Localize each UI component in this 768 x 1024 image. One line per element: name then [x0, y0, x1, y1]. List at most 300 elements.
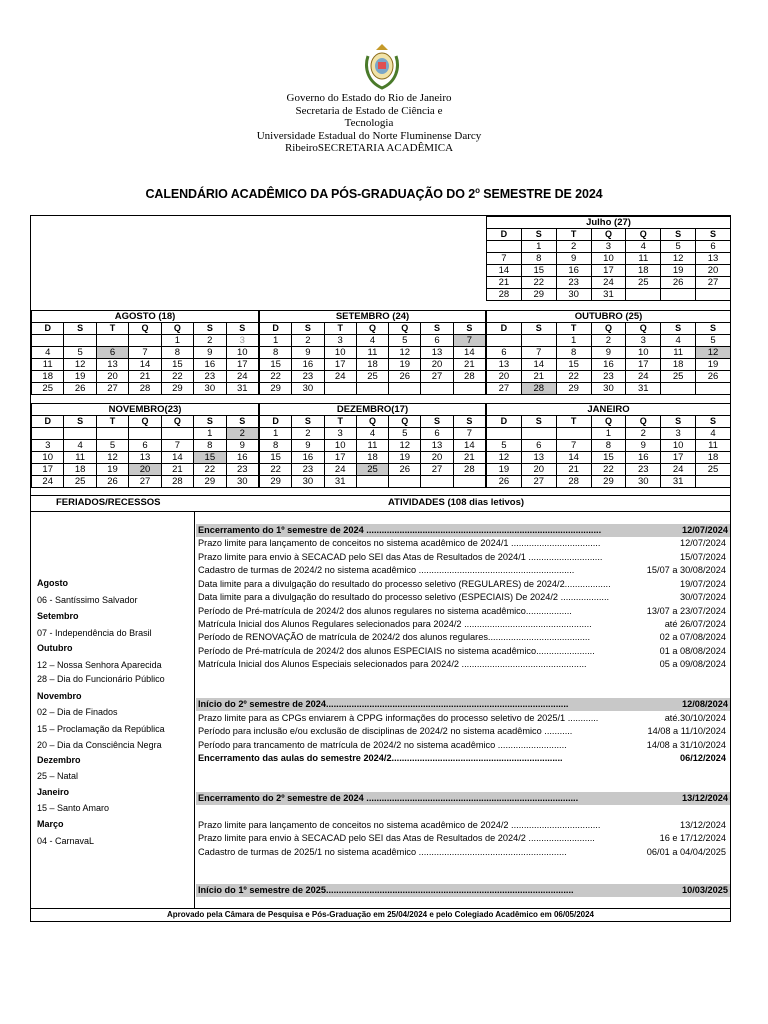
- day-cell: [421, 383, 453, 395]
- weekday-header: S: [194, 416, 226, 428]
- day-cell: 11: [356, 347, 388, 359]
- day-cell: 10: [226, 347, 258, 359]
- day-cell: 5: [96, 440, 128, 452]
- day-cell: 30: [292, 383, 324, 395]
- day-cell: 21: [161, 464, 193, 476]
- activity-text: Encerramento do 1º semestre de 2024 ............................................................................................: [198, 525, 602, 535]
- day-cell: 21: [521, 371, 556, 383]
- day-cell: 24: [324, 371, 356, 383]
- day-cell: 23: [194, 371, 226, 383]
- activity-date: 12/07/2024: [680, 538, 726, 548]
- weekday-header: T: [96, 323, 128, 335]
- day-cell: 21: [129, 371, 161, 383]
- day-cell: 4: [696, 428, 731, 440]
- weekday-header: Q: [591, 323, 626, 335]
- month-title: JANEIRO: [487, 404, 731, 416]
- activity-row: [198, 846, 728, 859]
- day-cell: 8: [260, 440, 292, 452]
- day-cell: 19: [661, 265, 696, 277]
- day-cell: 9: [591, 347, 626, 359]
- weekday-header: T: [96, 416, 128, 428]
- day-cell: 28: [129, 383, 161, 395]
- weekday-header: S: [521, 229, 556, 241]
- day-cell: 26: [389, 371, 421, 383]
- day-cell: 9: [226, 440, 258, 452]
- header-line: Universidade Estadual do Norte Fluminense Darcy: [256, 129, 482, 142]
- day-cell: 12: [389, 347, 421, 359]
- weekday-header: S: [696, 229, 731, 241]
- activity-date: 30/07/2024: [680, 592, 726, 602]
- day-cell: 15: [521, 265, 556, 277]
- month-agosto: [31, 310, 259, 395]
- day-cell: 12: [389, 440, 421, 452]
- day-cell: [64, 428, 96, 440]
- day-cell: 20: [696, 265, 731, 277]
- day-cell: 27: [129, 476, 161, 488]
- day-cell: 23: [292, 371, 324, 383]
- day-cell: 6: [421, 428, 453, 440]
- feriado-item: 15 – Proclamação da República: [37, 724, 165, 734]
- activity-row: [198, 819, 728, 832]
- day-cell: 1: [591, 428, 626, 440]
- day-cell: 29: [194, 476, 226, 488]
- day-cell: 25: [696, 464, 731, 476]
- day-cell: 21: [453, 359, 485, 371]
- day-cell: 26: [487, 476, 522, 488]
- day-cell: 6: [521, 440, 556, 452]
- day-cell: 10: [661, 440, 696, 452]
- activity-row: [198, 712, 728, 725]
- activity-text: Período de RENOVAÇÃO de matrícula de 2024/2 dos alunos regulares........................................: [198, 632, 591, 642]
- day-cell: 3: [661, 428, 696, 440]
- activity-text: Prazo limite para envio à SECACAD pelo SEI das Atas de Resultados de 2024/1 .............................: [198, 552, 603, 562]
- day-cell: 4: [32, 347, 64, 359]
- day-cell: 14: [129, 359, 161, 371]
- day-cell: 16: [591, 359, 626, 371]
- day-cell: 16: [226, 452, 258, 464]
- day-cell: 14: [453, 347, 485, 359]
- activity-date: até.30/10/2024: [664, 713, 726, 723]
- feriado-item: 15 – Santo Amaro: [37, 803, 110, 813]
- activity-row: [198, 591, 728, 604]
- milestone-row: [196, 884, 730, 897]
- day-cell: 16: [626, 452, 661, 464]
- weekday-header: S: [421, 416, 453, 428]
- activity-date: 12/08/2024: [682, 699, 728, 709]
- day-cell: 5: [696, 335, 731, 347]
- feriado-month: Setembro: [37, 611, 79, 621]
- day-cell: 1: [260, 428, 292, 440]
- day-cell: [129, 428, 161, 440]
- activity-date: 14/08 a 11/10/2024: [647, 726, 726, 736]
- day-cell: 30: [626, 476, 661, 488]
- day-cell: [356, 476, 388, 488]
- day-cell: 7: [453, 335, 485, 347]
- feriado-item: 25 – Natal: [37, 771, 79, 781]
- month-setembro: [259, 310, 486, 395]
- day-cell: 4: [661, 335, 696, 347]
- activity-row: [198, 551, 728, 564]
- weekday-header: S: [696, 323, 731, 335]
- day-cell: 12: [487, 452, 522, 464]
- day-cell: [453, 383, 485, 395]
- month-janeiro: [486, 403, 731, 488]
- activity-text: Prazo limite para lançamento de conceitos no sistema acadêmico de 2024/2 ...................................: [198, 820, 601, 830]
- day-cell: 29: [521, 289, 556, 301]
- day-cell: 8: [161, 347, 193, 359]
- day-cell: 27: [521, 476, 556, 488]
- day-cell: 4: [64, 440, 96, 452]
- day-cell: 16: [292, 359, 324, 371]
- weekday-header: Q: [356, 323, 388, 335]
- day-cell: 26: [661, 277, 696, 289]
- day-cell: 27: [487, 383, 522, 395]
- day-cell: 4: [356, 428, 388, 440]
- weekday-header: S: [453, 323, 485, 335]
- day-cell: 16: [556, 265, 591, 277]
- day-cell: 19: [487, 464, 522, 476]
- activity-row: [198, 618, 728, 631]
- header-line: Tecnologia: [344, 117, 394, 130]
- activity-row: [198, 658, 728, 671]
- day-cell: 12: [96, 452, 128, 464]
- day-cell: 18: [64, 464, 96, 476]
- day-cell: 3: [32, 440, 64, 452]
- day-cell: [521, 335, 556, 347]
- day-cell: 30: [226, 476, 258, 488]
- weekday-header: S: [661, 229, 696, 241]
- day-cell: 17: [661, 452, 696, 464]
- day-cell: [96, 335, 128, 347]
- weekday-header: D: [32, 323, 64, 335]
- day-cell: 20: [421, 452, 453, 464]
- weekday-header: Q: [161, 323, 193, 335]
- activity-row: [198, 645, 728, 658]
- activity-text: Período para inclusão e/ou exclusão de disciplinas de 2024/2 no sistema acadêmico ...........: [198, 726, 573, 736]
- activity-text: Data limite para a divulgação do resultado do processo seletivo (REGULARES) de 2024/2..................: [198, 579, 611, 589]
- activity-date: 13/07 a 23/07/2024: [646, 606, 726, 616]
- day-cell: [356, 383, 388, 395]
- day-cell: 11: [32, 359, 64, 371]
- weekday-header: Q: [389, 323, 421, 335]
- weekday-header: Q: [161, 416, 193, 428]
- day-cell: 6: [96, 347, 128, 359]
- activity-row: [198, 832, 728, 845]
- activity-text: Data limite para a divulgação do resultado do processo seletivo (ESPECIAIS) De 2024/2 ...................: [198, 592, 610, 602]
- weekday-header: S: [226, 323, 258, 335]
- activity-date: 12/07/2024: [682, 525, 728, 535]
- day-cell: 28: [453, 371, 485, 383]
- feriado-month: Dezembro: [37, 755, 81, 765]
- weekday-header: D: [487, 416, 522, 428]
- day-cell: 5: [389, 335, 421, 347]
- day-cell: 2: [591, 335, 626, 347]
- day-cell: 20: [521, 464, 556, 476]
- day-cell: 26: [696, 371, 731, 383]
- weekday-header: Q: [129, 323, 161, 335]
- day-cell: 8: [260, 347, 292, 359]
- header-line: Governo do Estado do Rio de Janeiro: [286, 92, 452, 104]
- weekday-header: Q: [591, 229, 626, 241]
- day-cell: 11: [626, 253, 661, 265]
- day-cell: 13: [521, 452, 556, 464]
- weekday-header: Q: [591, 416, 626, 428]
- day-cell: 12: [64, 359, 96, 371]
- day-cell: 1: [194, 428, 226, 440]
- activity-text: Período de Pré-matrícula de 2024/2 dos alunos regulares no sistema acadêmico..................: [198, 606, 572, 616]
- day-cell: 8: [194, 440, 226, 452]
- day-cell: 2: [194, 335, 226, 347]
- day-cell: 11: [64, 452, 96, 464]
- day-cell: 5: [661, 241, 696, 253]
- weekday-header: S: [661, 416, 696, 428]
- day-cell: 5: [487, 440, 522, 452]
- day-cell: 6: [421, 335, 453, 347]
- day-cell: [32, 428, 64, 440]
- day-cell: 18: [32, 371, 64, 383]
- day-cell: 9: [556, 253, 591, 265]
- day-cell: 15: [556, 359, 591, 371]
- day-cell: 15: [161, 359, 193, 371]
- day-cell: 17: [591, 265, 626, 277]
- day-cell: 18: [696, 452, 731, 464]
- activity-text: Matrícula Inicial dos Alunos Regulares selecionados para 2024/2 ..................................................: [198, 619, 592, 629]
- milestone-row: [196, 792, 730, 805]
- day-cell: 21: [453, 452, 485, 464]
- day-cell: 23: [292, 464, 324, 476]
- day-cell: 22: [260, 464, 292, 476]
- day-cell: [696, 289, 731, 301]
- feriado-month: Novembro: [37, 691, 82, 701]
- month-title: SETEMBRO (24): [260, 311, 486, 323]
- activity-date: 13/12/2024: [682, 793, 728, 803]
- activity-date: 10/03/2025: [682, 885, 728, 895]
- month-title: NOVEMBRO(23): [32, 404, 259, 416]
- day-cell: 13: [696, 253, 731, 265]
- day-cell: 23: [556, 277, 591, 289]
- header-line: RibeiroSECRETARIA ACADÊMICA: [284, 142, 454, 155]
- day-cell: 13: [487, 359, 522, 371]
- day-cell: [661, 289, 696, 301]
- day-cell: [696, 476, 731, 488]
- day-cell: 31: [226, 383, 258, 395]
- weekday-header: S: [64, 323, 96, 335]
- day-cell: 14: [453, 440, 485, 452]
- day-cell: [389, 383, 421, 395]
- activity-text: Prazo limite para as CPGs enviarem à CPPG informações do processo seletivo de 2025/1 ............: [198, 713, 599, 723]
- day-cell: 24: [226, 371, 258, 383]
- weekday-header: S: [453, 416, 485, 428]
- month-julho: [486, 216, 731, 301]
- day-cell: 7: [487, 253, 522, 265]
- day-cell: 10: [626, 347, 661, 359]
- milestone-row: [196, 524, 730, 537]
- day-cell: 28: [487, 289, 522, 301]
- day-cell: 10: [32, 452, 64, 464]
- feriado-item: 28 – Dia do Funcionário Público: [37, 674, 165, 684]
- day-cell: 26: [64, 383, 96, 395]
- feriado-month: Agosto: [37, 578, 68, 588]
- activity-date: 16 e 17/12/2024: [659, 833, 726, 843]
- weekday-header: S: [64, 416, 96, 428]
- day-cell: 21: [487, 277, 522, 289]
- day-cell: 30: [556, 289, 591, 301]
- day-cell: [661, 383, 696, 395]
- day-cell: 17: [324, 452, 356, 464]
- day-cell: 17: [324, 359, 356, 371]
- day-cell: 13: [129, 452, 161, 464]
- day-cell: 24: [591, 277, 626, 289]
- activity-date: 15/07/2024: [680, 552, 726, 562]
- weekday-header: D: [487, 229, 522, 241]
- day-cell: 22: [194, 464, 226, 476]
- activity-text: Período de Pré-matrícula de 2024/2 dos alunos ESPECIAIS no sistema acadêmico.......................: [198, 646, 595, 656]
- day-cell: 20: [96, 371, 128, 383]
- day-cell: 23: [226, 464, 258, 476]
- day-cell: 3: [226, 335, 258, 347]
- weekday-header: T: [324, 323, 356, 335]
- day-cell: 31: [591, 289, 626, 301]
- activity-date: 06/12/2024: [680, 753, 726, 763]
- day-cell: 18: [626, 265, 661, 277]
- day-cell: 19: [389, 359, 421, 371]
- day-cell: 13: [421, 440, 453, 452]
- activity-date: 15/07 a 30/08/2024: [646, 565, 726, 575]
- day-cell: 25: [32, 383, 64, 395]
- weekday-header: Q: [626, 323, 661, 335]
- day-cell: 6: [696, 241, 731, 253]
- day-cell: 1: [161, 335, 193, 347]
- day-cell: 7: [521, 347, 556, 359]
- day-cell: 21: [556, 464, 591, 476]
- day-cell: 11: [356, 440, 388, 452]
- day-cell: 9: [292, 347, 324, 359]
- day-cell: [626, 289, 661, 301]
- day-cell: 20: [421, 359, 453, 371]
- day-cell: 3: [626, 335, 661, 347]
- day-cell: 11: [661, 347, 696, 359]
- day-cell: 1: [260, 335, 292, 347]
- weekday-header: T: [556, 416, 591, 428]
- day-cell: 24: [32, 476, 64, 488]
- institution-header: [230, 92, 508, 155]
- day-cell: [32, 335, 64, 347]
- day-cell: 29: [260, 476, 292, 488]
- activity-text: Matrícula Inicial dos Alunos Especiais selecionados para 2024/2 .................................................: [198, 659, 587, 669]
- month-title: Julho (27): [487, 217, 731, 229]
- day-cell: 3: [591, 241, 626, 253]
- weekday-header: S: [521, 323, 556, 335]
- activity-text: Cadastro de turmas de 2025/1 no sistema acadêmico ..........................................................: [198, 847, 567, 857]
- day-cell: 2: [292, 335, 324, 347]
- activity-text: Início do 1º semestre de 2025.................................................................................................: [198, 885, 574, 895]
- day-cell: 3: [324, 428, 356, 440]
- page-title: CALENDÁRIO ACADÊMICO DA PÓS-GRADUAÇÃO DO 2$^o$ SEMESTRE DE 2024: [145, 186, 603, 202]
- feriado-month: Março: [37, 819, 64, 829]
- day-cell: 19: [96, 464, 128, 476]
- day-cell: 18: [356, 359, 388, 371]
- header-line: Secretaria de Estado de Ciência e: [295, 104, 443, 117]
- month-title: AGOSTO (18): [32, 311, 259, 323]
- day-cell: 20: [487, 371, 522, 383]
- day-cell: [487, 428, 522, 440]
- milestone-row: [196, 698, 730, 711]
- day-cell: 12: [696, 347, 731, 359]
- weekday-header: T: [556, 323, 591, 335]
- day-cell: 5: [389, 428, 421, 440]
- activity-text: Prazo limite para envio à SECACAD pelo SEI das Atas de Resultados de 2024/2 ..........................: [198, 833, 595, 843]
- feriado-month: Outubro: [37, 643, 73, 653]
- weekday-header: T: [324, 416, 356, 428]
- day-cell: 28: [521, 383, 556, 395]
- day-cell: 16: [194, 359, 226, 371]
- day-cell: 9: [626, 440, 661, 452]
- activity-text: Encerramento do 2º semestre de 2024 ...................................................................................: [198, 793, 579, 803]
- state-seal-icon: [362, 42, 402, 90]
- activity-text: Cadastro de turmas de 2024/2 no sistema acadêmico .............................................................: [198, 565, 575, 575]
- feriado-item: 07 - Independência do Brasil: [37, 628, 152, 638]
- feriado-item: 20 – Dia da Consciência Negra: [37, 740, 162, 750]
- day-cell: 19: [64, 371, 96, 383]
- day-cell: 25: [626, 277, 661, 289]
- day-cell: 25: [356, 371, 388, 383]
- atividades-label: ATIVIDADES (108 dias letivos): [388, 497, 525, 508]
- day-cell: 9: [292, 440, 324, 452]
- divider: [30, 495, 731, 496]
- weekday-header: S: [696, 416, 731, 428]
- day-cell: 27: [96, 383, 128, 395]
- day-cell: 26: [389, 464, 421, 476]
- day-cell: 13: [96, 359, 128, 371]
- day-cell: 7: [556, 440, 591, 452]
- weekday-header: D: [260, 323, 292, 335]
- day-cell: 22: [521, 277, 556, 289]
- day-cell: 29: [556, 383, 591, 395]
- divider: [30, 511, 731, 512]
- day-cell: 8: [556, 347, 591, 359]
- month-dezembro: [259, 403, 486, 488]
- day-cell: [556, 428, 591, 440]
- day-cell: 10: [591, 253, 626, 265]
- day-cell: 25: [64, 476, 96, 488]
- activity-date: 14/08 a 31/10/2024: [646, 740, 726, 750]
- month-outubro: [486, 310, 731, 395]
- day-cell: 14: [556, 452, 591, 464]
- weekday-header: S: [421, 323, 453, 335]
- day-cell: 9: [194, 347, 226, 359]
- day-cell: 31: [661, 476, 696, 488]
- day-cell: 30: [591, 383, 626, 395]
- day-cell: 23: [626, 464, 661, 476]
- feriado-month: Janeiro: [37, 787, 70, 797]
- activity-row: [198, 631, 728, 644]
- day-cell: 1: [556, 335, 591, 347]
- day-cell: [324, 383, 356, 395]
- day-cell: 14: [487, 265, 522, 277]
- day-cell: 17: [226, 359, 258, 371]
- divider: [30, 908, 731, 909]
- day-cell: [521, 428, 556, 440]
- day-cell: 23: [591, 371, 626, 383]
- day-cell: 31: [626, 383, 661, 395]
- feriado-item: 02 – Dia de Finados: [37, 707, 118, 717]
- day-cell: 28: [556, 476, 591, 488]
- weekday-header: S: [521, 416, 556, 428]
- activity-row: [198, 578, 728, 591]
- activity-date: 05 a 09/08/2024: [659, 659, 726, 669]
- activity-text: Período para trancamento de matrícula de 2024/2 no sistema acadêmico ...........................: [198, 740, 567, 750]
- day-cell: 27: [421, 464, 453, 476]
